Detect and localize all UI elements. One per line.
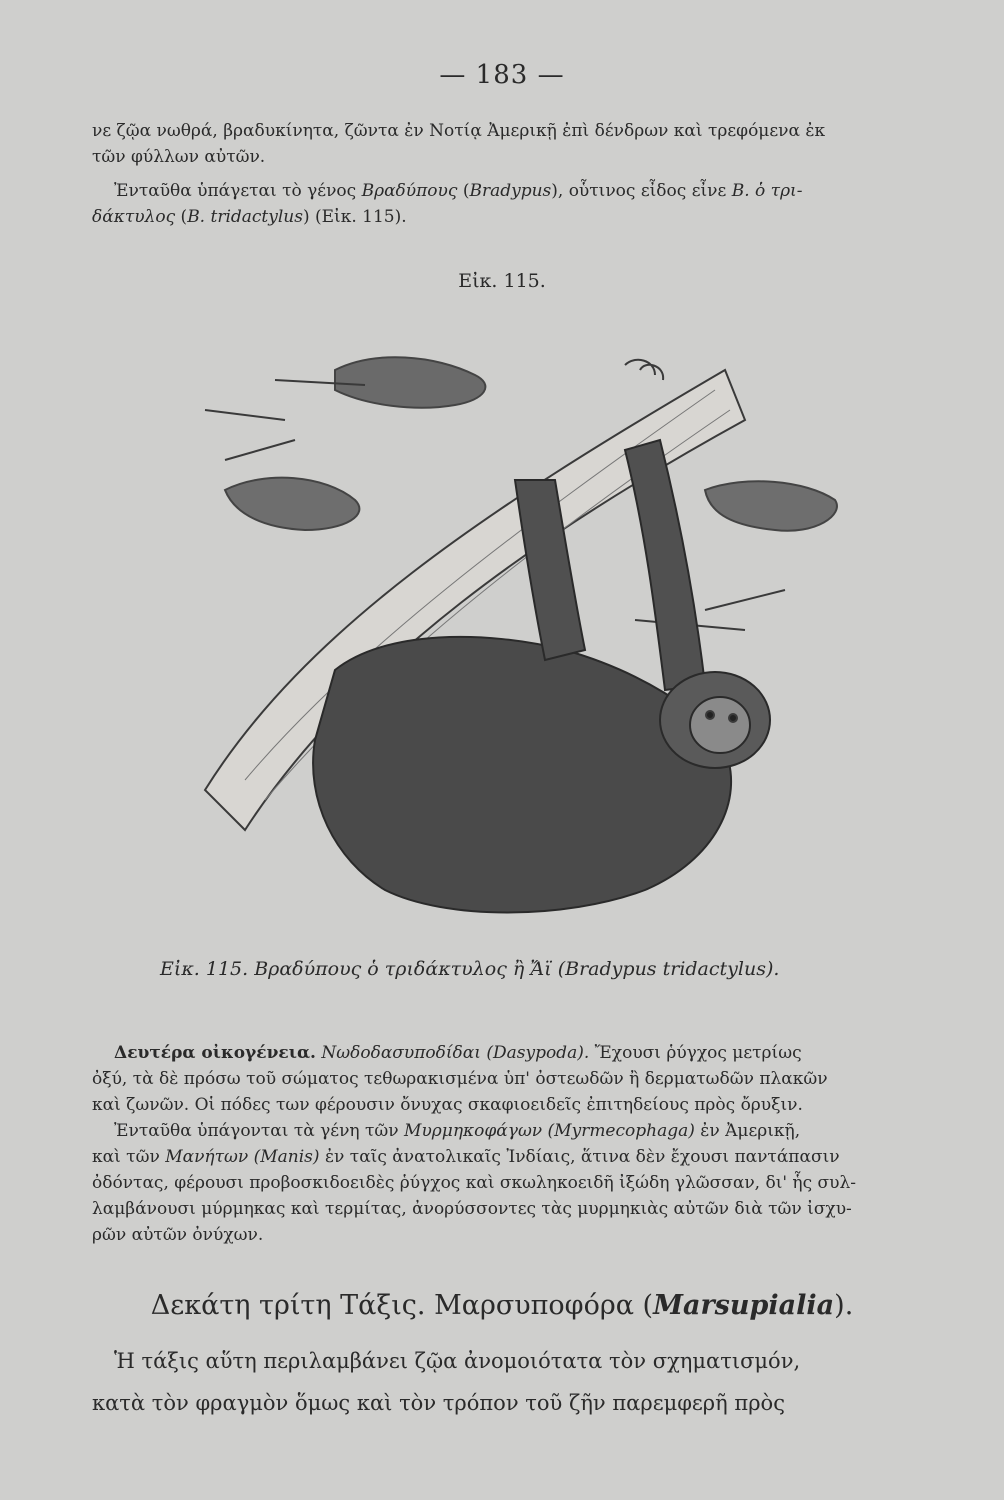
figure-caption: Εἰκ. 115. Βραδύπους ὁ τριδάκτυλος ἢ Ἄϊ (Bradypus tridactylus).	[160, 958, 780, 980]
intro-paragraph	[92, 118, 914, 170]
foliage	[225, 478, 359, 530]
text-line: ὀδόντας, φέρουσι προβοσκιδοειδὲς ῥύγχος καὶ σκωληκοειδῆ ἰξώδη γλῶσσαν, δι' ἧς συλ-	[92, 1173, 857, 1193]
text-span: ) (Εἰκ. 115).	[302, 207, 407, 227]
heading-text: Δεκάτη τρίτη Τάξις. Μαρσυποφόρα (	[150, 1290, 654, 1321]
genus-name: Βραδύπους	[361, 181, 458, 201]
text-line: ὀξύ, τὰ δὲ πρόσω τοῦ σώματος τεθωρακισμένα ὑπ' ὀστεωδῶν ἢ δερματωδῶν πλακῶν	[92, 1069, 828, 1089]
marsupial-paragraph	[92, 1340, 914, 1424]
sloth-eye	[706, 711, 714, 719]
text-span: ), οὗτινος εἶδος εἶνε	[551, 181, 727, 201]
text-line	[92, 178, 914, 204]
family-paragraph	[92, 1040, 914, 1248]
figure-label: Εἰκ. 115.	[458, 270, 546, 292]
text-line: τῶν φύλλων αὐτῶν.	[92, 147, 266, 167]
foliage	[705, 481, 837, 531]
sloth-arm	[625, 440, 705, 690]
latin-name: B. tridactylus	[187, 207, 303, 227]
text-span: Ἔχουσι ῥύγχος μετρίως	[594, 1043, 802, 1063]
text-span: ἐν Ἀμερικῇ,	[700, 1121, 801, 1141]
genus-paragraph	[92, 178, 914, 230]
text-line	[92, 1118, 914, 1144]
species-name: Β. ὁ τρι-	[731, 181, 803, 201]
genus-name: Μυρμηκοφάγων	[404, 1121, 543, 1141]
family-name: Νωδοδασυποδίδαι	[321, 1043, 481, 1063]
genus-name: Μανήτων	[165, 1147, 249, 1167]
text-span: (	[462, 181, 470, 201]
section-heading	[0, 1290, 1004, 1321]
latin-name: (Dasypoda).	[486, 1043, 590, 1063]
species-name: δάκτυλος	[92, 207, 176, 227]
text-line	[92, 1144, 914, 1170]
text-line: κατὰ τὸν φραγμὸν ὅμως καὶ τὸν τρόπον τοῦ ζῆν παρεμφερῆ πρὸς	[92, 1391, 785, 1415]
family-heading: Δευτέρα οἰκογένεια.	[114, 1043, 316, 1063]
text-line	[92, 204, 914, 230]
page-number: — 183 —	[439, 60, 565, 90]
text-span: (	[180, 207, 188, 227]
sloth-face	[690, 697, 750, 753]
text-line: καὶ ζωνῶν. Οἱ πόδες των φέρουσιν ὄνυχας σκαφιοειδεῖς ἐπιτηδείους πρὸς ὄρυξιν.	[92, 1095, 803, 1115]
text-span: καὶ τῶν	[92, 1147, 160, 1167]
text-span: Ἐνταῦθα ὑπάγεται τὸ γένος	[114, 181, 357, 201]
text-line: Ἡ τάξις αὕτη περιλαμβάνει ζῷα ἀνομοιότατα τὸν σχηματισμόν,	[114, 1349, 801, 1373]
foliage	[335, 357, 485, 407]
heading-text: ).	[834, 1290, 854, 1321]
text-line	[92, 1040, 914, 1066]
sloth-eye	[729, 714, 737, 722]
sloth-claw	[625, 360, 663, 380]
text-line: λαμβάνουσι μύρμηκας καὶ τερμίτας, ἀνορύσσοντες τὰς μυρμηκιὰς αὐτῶν διὰ τῶν ἰσχυ-	[92, 1199, 852, 1219]
latin-name: Bradypus	[469, 181, 552, 201]
text-line: νε ζῷα νωθρά, βραδυκίνητα, ζῶντα ἐν Νοτίᾳ Ἀμερικῇ ἐπὶ δένδρων καὶ τρεφόμενα ἐκ	[92, 121, 826, 141]
latin-name: (Myrmecophaga)	[547, 1121, 695, 1141]
text-line: ρῶν αὐτῶν ὀνύχων.	[92, 1225, 264, 1245]
latin-name: Marsupialia	[653, 1290, 835, 1321]
text-span: Ἐνταῦθα ὑπάγονται τὰ γένη τῶν	[114, 1121, 399, 1141]
text-span: ἐν ταῖς ἀνατολικαῖς Ἰνδίαις, ἅτινα δὲν ἔχουσι παντάπασιν	[324, 1147, 840, 1167]
latin-name: (Manis)	[253, 1147, 320, 1167]
sloth-illustration	[185, 330, 925, 930]
